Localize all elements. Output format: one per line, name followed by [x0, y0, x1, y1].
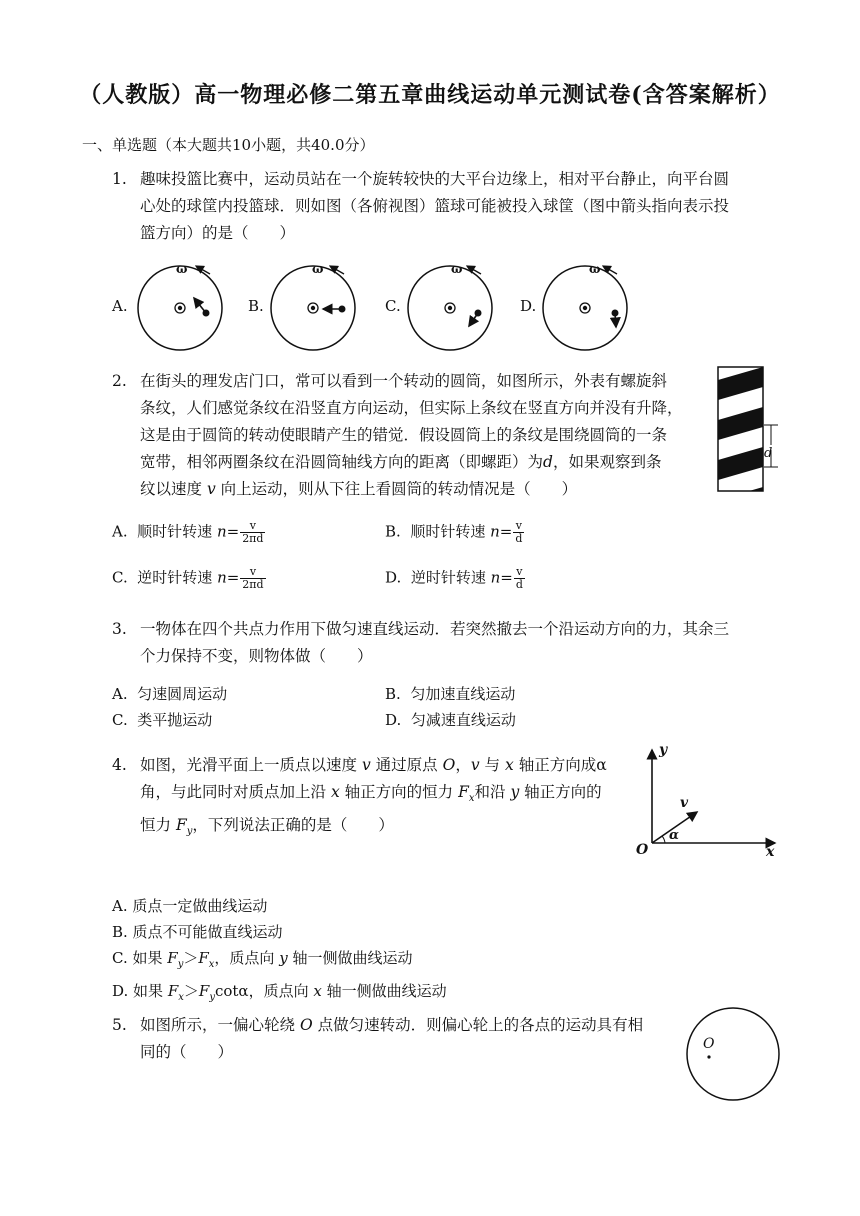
q4-line-3: 恒力 $F_y$，下列说法正确的是（ ）	[140, 816, 394, 838]
q2-line-3: 这是由于圆筒的转动使眼睛产生的错觉．假设圆筒上的条纹是围绕圆筒的一条	[140, 426, 668, 444]
q4-line-1: 如图，光滑平面上一质点以速度 v 通过原点 O，v 与 x 轴正方向成α	[140, 756, 607, 774]
q1-option-c-label[interactable]: C.	[385, 297, 401, 315]
q1-omega-c: ω	[451, 262, 463, 276]
q2-line-4: 宽带，相邻两圈条纹在沿圆筒轴线方向的距离（即螺距）为d，如果观察到条	[140, 453, 662, 471]
q4-number: 4.	[112, 756, 127, 774]
q4-option-a[interactable]: A. 质点一定做曲线运动	[112, 897, 268, 915]
q1-omega-d: ω	[589, 262, 601, 276]
q1-omega-b: ω	[312, 262, 324, 276]
q1-omega-a: ω	[176, 262, 188, 276]
q2-number: 2.	[112, 372, 127, 390]
q5-line-2: 同的（ ）	[140, 1043, 234, 1061]
q3-text	[140, 616, 729, 670]
q2-d-var: d	[543, 453, 553, 471]
q1-line-3: 篮方向）的是（ ）	[140, 224, 296, 242]
q1-figure-a	[138, 266, 222, 350]
q5-number: 5.	[112, 1016, 127, 1034]
q2-option-d[interactable]: D. 逆时针转速 n= $\frac{v}{d}$	[385, 565, 523, 591]
q4-fig-x-label: x	[766, 844, 775, 860]
q1-number: 1.	[112, 170, 127, 188]
q3-option-d[interactable]: D. 匀减速直线运动	[385, 711, 516, 729]
q4-option-c[interactable]: C. 如果 $F_y>F_x$，质点向 y 轴一侧做曲线运动	[112, 949, 413, 970]
q2-option-a[interactable]: A. 顺时针转速 n= $\frac{v}{2\pi d}$	[112, 519, 264, 545]
q3-option-a[interactable]: A. 匀速圆周运动	[112, 685, 228, 703]
page-title: （人教版）高一物理必修二第五章曲线运动单元测试卷(含答案解析）	[79, 82, 781, 108]
q1-option-b-label[interactable]: B.	[248, 297, 264, 315]
q4-line-2: 角，与此同时对质点加上沿 x 轴正方向的恒力 $F_x$和沿 y 轴正方向的	[140, 783, 602, 805]
q1-figure-b	[271, 266, 355, 350]
q5-wheel-figure	[687, 1008, 779, 1100]
q2-line-5: 纹以速度 v 向上运动，则从下往上看圆筒的转动情况是（ ）	[140, 480, 578, 498]
q3-line-2: 个力保持不变，则物体做（ ）	[140, 647, 373, 665]
q5-text	[140, 1012, 643, 1066]
q4-fig-alpha-label: α	[669, 828, 680, 843]
section-heading: 一、单选题（本大题共10小题，共40.0分）	[82, 136, 375, 154]
q3-line-1: 一物体在四个共点力作用下做匀速直线运动．若突然撤去一个沿运动方向的力，其余三	[140, 620, 730, 638]
q4-fig-y-label: y	[659, 742, 668, 758]
q4-fig-v-label: v	[680, 795, 689, 811]
q1-line-1: 趣味投篮比赛中，运动员站在一个旋转较快的大平台边缘上，相对平台静止，向平台圆	[140, 170, 730, 188]
q4-option-b[interactable]: B. 质点不可能做直线运动	[112, 923, 283, 941]
q5-fig-o-label: O	[703, 1036, 715, 1052]
q1-line-2: 心处的球筐内投篮球．则如图（各俯视图）篮球可能被投入球筐（图中箭头指向表示投	[140, 197, 730, 215]
q4-options	[112, 893, 447, 1011]
q3-option-b[interactable]: B. 匀加速直线运动	[385, 685, 516, 703]
q4-fig-origin-label: O	[636, 842, 649, 858]
q4-text	[140, 752, 607, 845]
q2-v-var: v	[206, 480, 216, 498]
q1-option-d-label[interactable]: D.	[520, 297, 537, 315]
q2-figure-d-label: d	[764, 446, 773, 461]
q1-option-a-label[interactable]: A.	[112, 297, 128, 315]
q5-line-1: 如图所示，一偏心轮绕 O 点做匀速转动．则偏心轮上的各点的运动具有相	[140, 1016, 644, 1034]
q2-line-2: 条纹，人们感觉条纹在沿竖直方向运动，但实际上条纹在竖直方向并没有升降，	[140, 399, 683, 417]
q3-number: 3.	[112, 620, 127, 638]
q3-option-c[interactable]: C. 类平抛运动	[112, 711, 213, 729]
q1-figure-d	[543, 266, 627, 350]
q2-option-c[interactable]: C. 逆时针转速 n= $\frac{v}{2\pi d}$	[112, 565, 264, 591]
q2-line-1: 在街头的理发店门口，常可以看到一个转动的圆筒，如图所示，外表有螺旋斜	[140, 372, 668, 390]
q1-figure-c	[408, 266, 492, 350]
q2-text	[140, 368, 683, 503]
q2-option-b[interactable]: B. 顺时针转速 n= $\frac{v}{d}$	[385, 519, 523, 545]
q2-barber-pole-figure	[718, 327, 778, 520]
q4-option-d[interactable]: D. 如果 $F_x>F_y\cot\alpha$，质点向 x 轴一侧做曲线运动	[112, 982, 447, 1003]
